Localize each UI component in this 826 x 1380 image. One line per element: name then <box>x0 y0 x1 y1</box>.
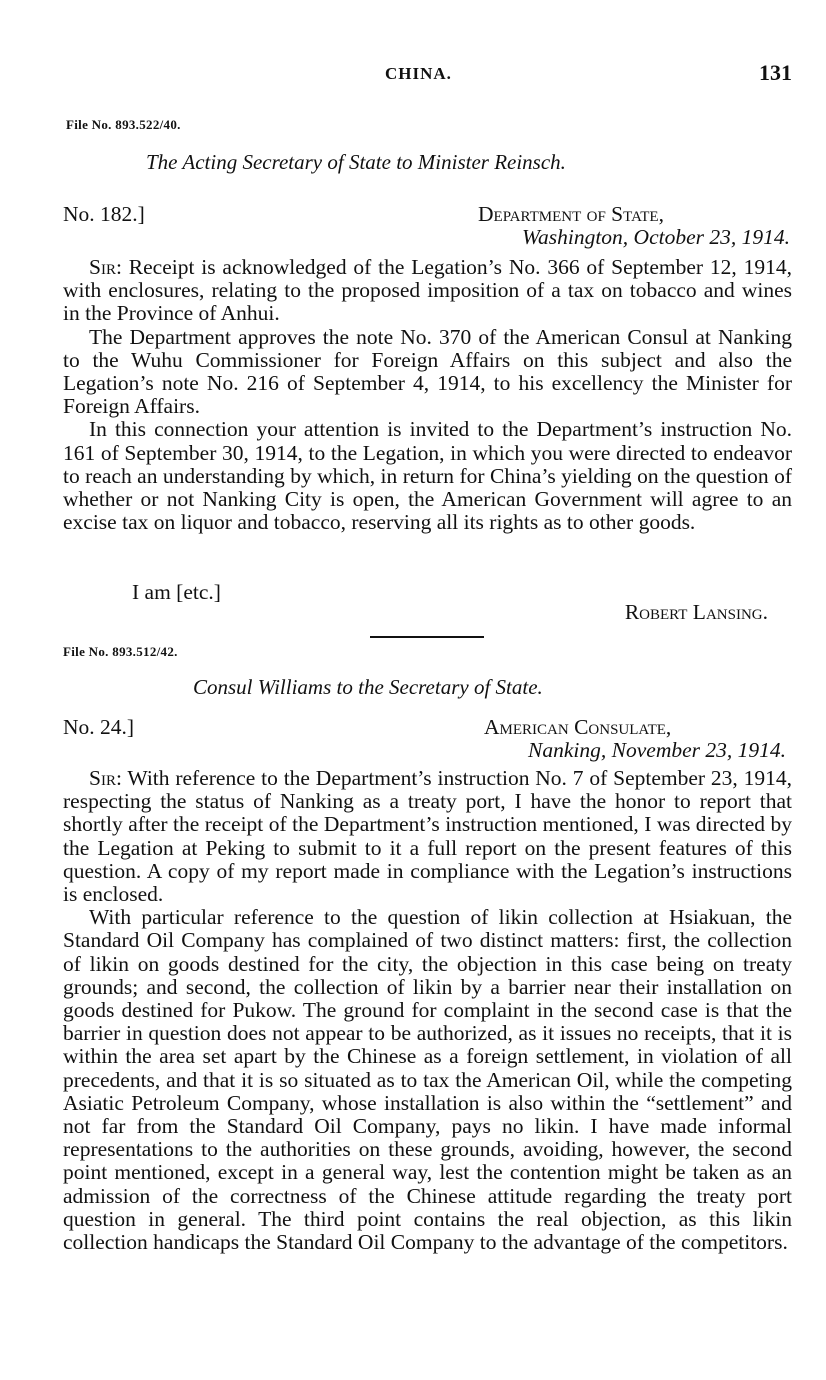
section-divider <box>370 636 484 638</box>
paragraph-text: Receipt is acknowledged of the Legation’s No. 366 of September 12, 1914, with enclosures, relating to the proposed imposition of a tax on tobacco and wines in the Province of Anhui. <box>63 255 792 326</box>
letter-title-2: Consul Williams to the Secretary of State. <box>193 675 543 699</box>
letter-body-1 <box>63 256 792 534</box>
paragraph <box>63 256 792 326</box>
paragraph: The Department approves the note No. 370 of the American Consul at Nanking to the Wuhu Commissioner for Foreign Affairs on this subject and also the Legation’s note No. 216 of September 4, 1914, to his excellency the Minister for Foreign Affairs. <box>63 324 792 419</box>
office-2: American Consulate, <box>484 715 672 739</box>
signature-1: Robert Lansing. <box>624 600 768 624</box>
letter-body-2 <box>63 767 792 1254</box>
page-number: 131 <box>759 60 792 85</box>
running-title: CHINA. <box>385 64 452 83</box>
paragraph <box>63 767 792 906</box>
file-number-1: File No. 893.522/40. <box>66 117 181 132</box>
place-date-2: Nanking, November 23, 1914. <box>528 738 786 762</box>
letter-number-1: No. 182.] <box>63 202 145 226</box>
closing-1: I am [etc.] <box>132 580 221 604</box>
salutation: Sir: <box>89 255 122 279</box>
paragraph: With particular reference to the question of likin collection at Hsiakuan, the Standard Oil Company has complained of two distinct matters: first, the collection of likin on goods destined for the city, the objection in this case being on treaty grounds; and second, the collection of likin by a barrier near their installation on goods destined for Pukow. The ground for complaint in the second case is that the barrier in question does not appear to be authorized, as it issues no receipts, that it is within the area set apart by the Chinese as a foreign settlement, in violation of all precedents, and that it is so situated as to tax the American Oil, while the competing Asiatic Petroleum Company, whose installation is also within the “settlement” and not far from the Standard Oil Company, pays no likin. I have made informal representations to the authorities on these grounds, avoiding, however, the second point mentioned, except in a general way, lest the contention might be taken as an admission of the correctness of the Chinese attitude regarding the treaty port question in general. The third point contains the real objection, as this likin collection handicaps the Standard Oil Company to the advantage of the competitors. <box>63 905 792 1255</box>
letter-number-2: No. 24.] <box>63 715 135 739</box>
paragraph: In this connection your attention is invited to the Department’s instruction No. 161 of September 30, 1914, to the Legation, in which you were directed to endeavor to reach an understanding by which, in return for China’s yielding on the question of whether or not Nanking City is open, the American Government will agree to an excise tax on liquor and tobacco, reserving all its rights as to other goods. <box>63 417 792 535</box>
letter-title-1: The Acting Secretary of State to Minister Reinsch. <box>146 150 566 174</box>
salutation: Sir: <box>89 766 122 790</box>
file-number-2: File No. 893.512/42. <box>63 644 178 659</box>
office-1: Department of State, <box>478 202 664 226</box>
place-date-1: Washington, October 23, 1914. <box>522 225 790 249</box>
paragraph-text: With reference to the Department’s instruction No. 7 of September 23, 1914, respecting the status of Nanking as a treaty port, I have the honor to report that shortly after the receipt of the Department’s instruction mentioned, I was directed by the Legation at Peking to submit to it a full report on the present features of this question. A copy of my report made in compliance with the Legation’s instructions is enclosed. <box>63 766 792 907</box>
